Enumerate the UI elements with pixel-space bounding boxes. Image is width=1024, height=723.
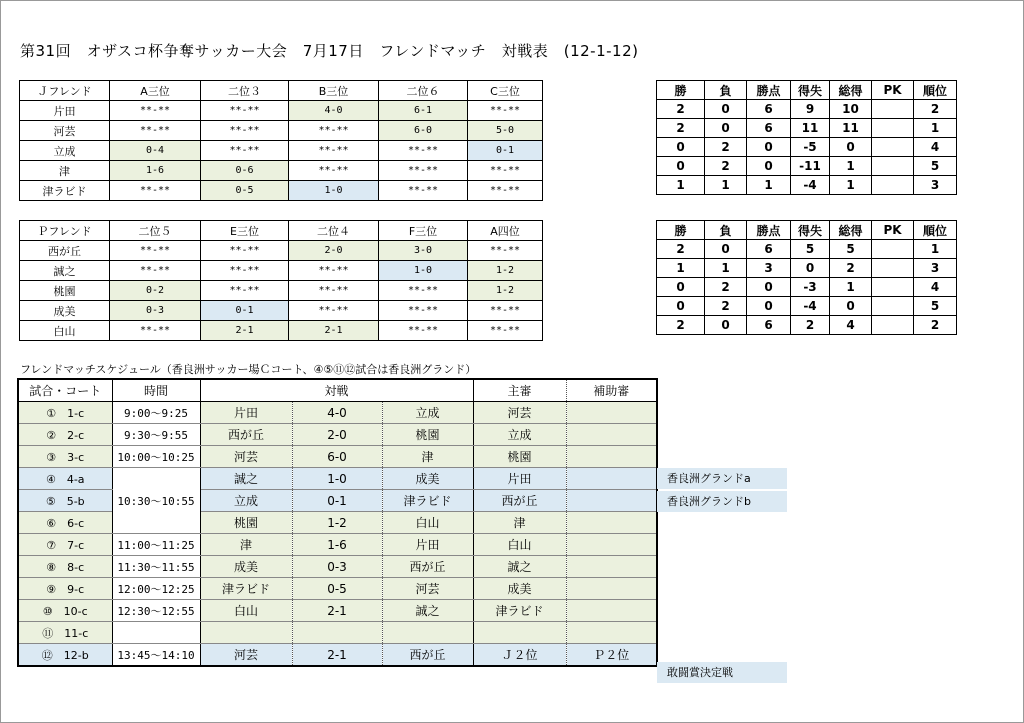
standings-row (657, 297, 957, 316)
standings-cell: 9 (791, 100, 830, 119)
assistant-referee (566, 556, 657, 578)
result-cell: **-** (289, 161, 379, 181)
standings-cell: -4 (791, 176, 830, 195)
match-time: 10:00～10:25 (112, 446, 200, 468)
result-cell: 0-1 (201, 301, 289, 321)
matrix-header-cell: 二位４ (289, 221, 379, 241)
matrix-header-cell: Ｊフレンド (20, 81, 110, 101)
standings-header-cell: PK (872, 81, 914, 100)
ground-b-note: 香良洲グランドb (657, 491, 787, 512)
matrix-row (20, 301, 543, 321)
home-team: 立成 (200, 490, 292, 512)
home-team: 西が丘 (200, 424, 292, 446)
match-court: ⑤ 5-b (18, 490, 112, 512)
p-friend-matrix (19, 220, 543, 341)
matrix-header-cell: A三位 (110, 81, 201, 101)
standings-cell: 2 (705, 157, 747, 176)
standings-cell: 4 (830, 316, 872, 335)
standings-cell (872, 316, 914, 335)
schedule-header-row (18, 379, 657, 402)
standings-cell: 0 (830, 297, 872, 316)
final-match-note: 敢闘賞決定戦 (657, 662, 787, 683)
standings-header-cell: PK (872, 221, 914, 240)
standings-cell: 2 (705, 138, 747, 157)
standings-cell: 2 (791, 316, 830, 335)
referee: 誠之 (473, 556, 566, 578)
match-time: 11:30～11:55 (112, 556, 200, 578)
standings-header-row (657, 81, 957, 100)
assistant-referee (566, 534, 657, 556)
result-cell: 0-6 (201, 161, 289, 181)
assistant-referee (566, 622, 657, 644)
schedule-row (18, 600, 657, 622)
standings-cell: -4 (791, 297, 830, 316)
result-cell: **-** (468, 241, 543, 261)
standings-header-cell: 負 (705, 221, 747, 240)
assistant-referee (566, 424, 657, 446)
referee: 津 (473, 512, 566, 534)
standings-cell: 0 (747, 278, 791, 297)
away-team: 西が丘 (382, 556, 473, 578)
standings-cell (872, 138, 914, 157)
standings-row (657, 259, 957, 278)
standings-cell (872, 297, 914, 316)
standings-row (657, 176, 957, 195)
standings-cell: 1 (657, 176, 705, 195)
away-team: 津ラビド (382, 490, 473, 512)
match-time: 9:30～9:55 (112, 424, 200, 446)
referee: 成美 (473, 578, 566, 600)
result-cell: 0-4 (110, 141, 201, 161)
header-time: 時間 (112, 379, 200, 402)
result-cell: **-** (201, 281, 289, 301)
page-title: 第31回 オザスコ杯争奪サッカー大会 7月17日 フレンドマッチ 対戦表 (12-1-12) (20, 42, 639, 60)
home-team: 桃園 (200, 512, 292, 534)
result-cell: 1-6 (110, 161, 201, 181)
team-name: 津ラビド (20, 181, 110, 201)
header-referee: 主審 (473, 379, 566, 402)
standings-row (657, 100, 957, 119)
schedule-row (18, 468, 657, 490)
team-name: 河芸 (20, 121, 110, 141)
match-court: ⑥ 6-c (18, 512, 112, 534)
matrix-header-row (20, 81, 543, 101)
standings-cell: 0 (705, 240, 747, 259)
result-cell: 6-0 (379, 121, 468, 141)
match-time: 12:00～12:25 (112, 578, 200, 600)
standings-cell: 2 (830, 259, 872, 278)
away-team: 白山 (382, 512, 473, 534)
result-cell: **-** (379, 181, 468, 201)
standings-header-cell: 勝 (657, 221, 705, 240)
result-cell: **-** (201, 141, 289, 161)
away-team: 西が丘 (382, 644, 473, 667)
match-score: 6-0 (292, 446, 382, 468)
away-team: 片田 (382, 534, 473, 556)
standings-cell: 2 (914, 100, 957, 119)
standings-row (657, 240, 957, 259)
schedule-row (18, 424, 657, 446)
result-cell: **-** (289, 281, 379, 301)
team-name: 成美 (20, 301, 110, 321)
standings-cell: -11 (791, 157, 830, 176)
j-friend-matrix (19, 80, 543, 201)
home-team: 白山 (200, 600, 292, 622)
standings-cell: 11 (830, 119, 872, 138)
result-cell: **-** (379, 301, 468, 321)
standings-cell: 0 (657, 297, 705, 316)
standings-cell: 5 (914, 297, 957, 316)
standings-header-row (657, 221, 957, 240)
standings-cell: 2 (657, 240, 705, 259)
standings-cell: 1 (705, 176, 747, 195)
standings-header-cell: 順位 (914, 221, 957, 240)
schedule-row (18, 446, 657, 468)
away-team: 河芸 (382, 578, 473, 600)
match-court: ⑩ 10-c (18, 600, 112, 622)
result-cell: **-** (379, 161, 468, 181)
result-cell: 2-1 (289, 321, 379, 341)
result-cell: **-** (110, 321, 201, 341)
matrix-row (20, 241, 543, 261)
matrix-row (20, 141, 543, 161)
p-friend-standings (656, 220, 957, 335)
team-name: 西が丘 (20, 241, 110, 261)
standings-cell: 0 (830, 138, 872, 157)
standings-cell: 0 (747, 157, 791, 176)
assistant-referee (566, 490, 657, 512)
result-cell: 0-3 (110, 301, 201, 321)
referee: 津ラビド (473, 600, 566, 622)
result-cell: **-** (379, 321, 468, 341)
referee: 桃園 (473, 446, 566, 468)
result-cell: 6-1 (379, 101, 468, 121)
standings-header-cell: 総得 (830, 221, 872, 240)
standings-cell: 6 (747, 119, 791, 138)
result-cell: **-** (468, 301, 543, 321)
standings-cell: 2 (705, 278, 747, 297)
away-team: 桃園 (382, 424, 473, 446)
match-court: ③ 3-c (18, 446, 112, 468)
result-cell: **-** (379, 141, 468, 161)
result-cell: **-** (201, 101, 289, 121)
referee: 白山 (473, 534, 566, 556)
standings-cell: 11 (791, 119, 830, 138)
match-score (292, 622, 382, 644)
matrix-header-cell: F三位 (379, 221, 468, 241)
standings-cell (872, 100, 914, 119)
header-court: 試合・コート (18, 379, 112, 402)
schedule-row (18, 622, 657, 644)
standings-cell: 6 (747, 100, 791, 119)
standings-cell: 0 (657, 157, 705, 176)
match-time: 10:30～10:55 (112, 468, 200, 534)
match-time: 9:00～9:25 (112, 402, 200, 424)
result-cell: **-** (201, 121, 289, 141)
result-cell: **-** (289, 301, 379, 321)
referee: 立成 (473, 424, 566, 446)
referee: 河芸 (473, 402, 566, 424)
team-name: 立成 (20, 141, 110, 161)
standings-cell: 2 (705, 297, 747, 316)
standings-cell: 4 (914, 278, 957, 297)
schedule-row (18, 578, 657, 600)
matrix-row (20, 121, 543, 141)
assistant-referee (566, 446, 657, 468)
result-cell: **-** (289, 261, 379, 281)
team-name: 誠之 (20, 261, 110, 281)
match-score: 1-0 (292, 468, 382, 490)
standings-cell (872, 259, 914, 278)
schedule-row (18, 534, 657, 556)
team-name: 津 (20, 161, 110, 181)
result-cell: 2-0 (289, 241, 379, 261)
match-score: 4-0 (292, 402, 382, 424)
standings-row (657, 119, 957, 138)
standings-cell: 0 (747, 297, 791, 316)
matrix-row (20, 101, 543, 121)
matrix-row (20, 281, 543, 301)
away-team: 成美 (382, 468, 473, 490)
match-court: ⑧ 8-c (18, 556, 112, 578)
result-cell: 1-0 (379, 261, 468, 281)
home-team: 河芸 (200, 446, 292, 468)
result-cell: 1-2 (468, 261, 543, 281)
result-cell: **-** (110, 241, 201, 261)
standings-cell: 0 (657, 278, 705, 297)
schedule-row (18, 644, 657, 667)
standings-cell: 2 (657, 100, 705, 119)
result-cell: **-** (110, 181, 201, 201)
standings-cell: 5 (830, 240, 872, 259)
match-court: ⑨ 9-c (18, 578, 112, 600)
standings-cell (872, 157, 914, 176)
result-cell: **-** (289, 121, 379, 141)
standings-cell: -5 (791, 138, 830, 157)
match-court: ⑪ 11-c (18, 622, 112, 644)
home-team: 片田 (200, 402, 292, 424)
result-cell: **-** (468, 181, 543, 201)
assistant-referee (566, 600, 657, 622)
standings-cell: 5 (791, 240, 830, 259)
result-cell: **-** (201, 241, 289, 261)
standings-row (657, 278, 957, 297)
result-cell: 2-1 (201, 321, 289, 341)
result-cell: **-** (379, 281, 468, 301)
match-time: 12:30～12:55 (112, 600, 200, 622)
standings-cell: 0 (747, 138, 791, 157)
result-cell: **-** (110, 261, 201, 281)
standings-cell: 1 (830, 278, 872, 297)
result-cell: 0-5 (201, 181, 289, 201)
standings-cell: -3 (791, 278, 830, 297)
match-court: ④ 4-a (18, 468, 112, 490)
away-team: 誠之 (382, 600, 473, 622)
result-cell: **-** (110, 101, 201, 121)
result-cell: **-** (468, 161, 543, 181)
away-team: 立成 (382, 402, 473, 424)
home-team: 誠之 (200, 468, 292, 490)
standings-cell: 1 (747, 176, 791, 195)
standings-cell: 5 (914, 157, 957, 176)
standings-header-cell: 順位 (914, 81, 957, 100)
result-cell: 4-0 (289, 101, 379, 121)
matrix-row (20, 261, 543, 281)
match-time (112, 622, 200, 644)
result-cell: 3-0 (379, 241, 468, 261)
standings-cell: 3 (914, 176, 957, 195)
standings-cell: 1 (830, 157, 872, 176)
standings-cell: 3 (747, 259, 791, 278)
team-name: 白山 (20, 321, 110, 341)
standings-cell: 1 (657, 259, 705, 278)
standings-cell: 1 (914, 119, 957, 138)
assistant-referee (566, 468, 657, 490)
match-score: 2-0 (292, 424, 382, 446)
header-match: 対戦 (200, 379, 473, 402)
result-cell: **-** (201, 261, 289, 281)
away-team: 津 (382, 446, 473, 468)
match-court: ⑫ 12-b (18, 644, 112, 667)
match-score: 1-2 (292, 512, 382, 534)
matrix-header-cell: A四位 (468, 221, 543, 241)
match-time: 11:00～11:25 (112, 534, 200, 556)
schedule-row (18, 402, 657, 424)
home-team: 津 (200, 534, 292, 556)
standings-cell (872, 278, 914, 297)
standings-cell: 0 (705, 100, 747, 119)
standings-cell: 6 (747, 240, 791, 259)
schedule-table (17, 378, 658, 667)
result-cell: **-** (289, 141, 379, 161)
match-score: 0-3 (292, 556, 382, 578)
result-cell: **-** (468, 101, 543, 121)
assistant-referee: Ｐ２位 (566, 644, 657, 667)
standings-cell: 2 (657, 119, 705, 138)
referee: 片田 (473, 468, 566, 490)
matrix-header-cell: C三位 (468, 81, 543, 101)
match-score: 2-1 (292, 600, 382, 622)
match-score: 0-1 (292, 490, 382, 512)
standings-row (657, 138, 957, 157)
standings-cell: 6 (747, 316, 791, 335)
standings-cell: 0 (705, 316, 747, 335)
standings-header-cell: 総得 (830, 81, 872, 100)
standings-cell (872, 119, 914, 138)
team-name: 桃園 (20, 281, 110, 301)
result-cell: 1-2 (468, 281, 543, 301)
matrix-header-cell: Ｐフレンド (20, 221, 110, 241)
standings-cell (872, 240, 914, 259)
matrix-row (20, 321, 543, 341)
standings-cell: 1 (705, 259, 747, 278)
standings-header-cell: 勝点 (747, 221, 791, 240)
standings-cell: 4 (914, 138, 957, 157)
assistant-referee (566, 402, 657, 424)
standings-cell: 10 (830, 100, 872, 119)
standings-row (657, 316, 957, 335)
standings-cell: 2 (914, 316, 957, 335)
standings-header-cell: 勝 (657, 81, 705, 100)
matrix-row (20, 181, 543, 201)
result-cell: **-** (468, 321, 543, 341)
ground-a-note: 香良洲グランドa (657, 468, 787, 489)
result-cell: 1-0 (289, 181, 379, 201)
assistant-referee (566, 512, 657, 534)
matrix-row (20, 161, 543, 181)
home-team: 成美 (200, 556, 292, 578)
header-assistant: 補助審 (566, 379, 657, 402)
match-score: 2-1 (292, 644, 382, 667)
team-name: 片田 (20, 101, 110, 121)
matrix-header-cell: B三位 (289, 81, 379, 101)
schedule-caption: フレンドマッチスケジュール（香良洲サッカー場Ｃコート、④⑤⑪⑫試合は香良洲グランド） (20, 363, 477, 376)
match-time: 13:45～14:10 (112, 644, 200, 667)
away-team (382, 622, 473, 644)
standings-cell: 3 (914, 259, 957, 278)
standings-row (657, 157, 957, 176)
standings-cell (872, 176, 914, 195)
matrix-header-cell: 二位５ (110, 221, 201, 241)
j-friend-standings (656, 80, 957, 195)
match-court: ② 2-c (18, 424, 112, 446)
assistant-referee (566, 578, 657, 600)
standings-cell: 2 (657, 316, 705, 335)
standings-header-cell: 得失 (791, 81, 830, 100)
standings-cell: 0 (657, 138, 705, 157)
standings-header-cell: 勝点 (747, 81, 791, 100)
standings-cell: 1 (914, 240, 957, 259)
result-cell: 5-0 (468, 121, 543, 141)
match-court: ⑦ 7-c (18, 534, 112, 556)
home-team (200, 622, 292, 644)
schedule-row (18, 556, 657, 578)
home-team: 河芸 (200, 644, 292, 667)
matrix-header-cell: 二位３ (201, 81, 289, 101)
home-team: 津ラビド (200, 578, 292, 600)
standings-cell: 0 (705, 119, 747, 138)
match-score: 1-6 (292, 534, 382, 556)
match-court: ① 1-c (18, 402, 112, 424)
result-cell: 0-2 (110, 281, 201, 301)
match-score: 0-5 (292, 578, 382, 600)
matrix-header-row (20, 221, 543, 241)
standings-header-cell: 得失 (791, 221, 830, 240)
matrix-header-cell: 二位６ (379, 81, 468, 101)
standings-cell: 0 (791, 259, 830, 278)
standings-header-cell: 負 (705, 81, 747, 100)
referee: 西が丘 (473, 490, 566, 512)
standings-cell: 1 (830, 176, 872, 195)
referee (473, 622, 566, 644)
result-cell: **-** (110, 121, 201, 141)
referee: Ｊ２位 (473, 644, 566, 667)
result-cell: 0-1 (468, 141, 543, 161)
matrix-header-cell: E三位 (201, 221, 289, 241)
